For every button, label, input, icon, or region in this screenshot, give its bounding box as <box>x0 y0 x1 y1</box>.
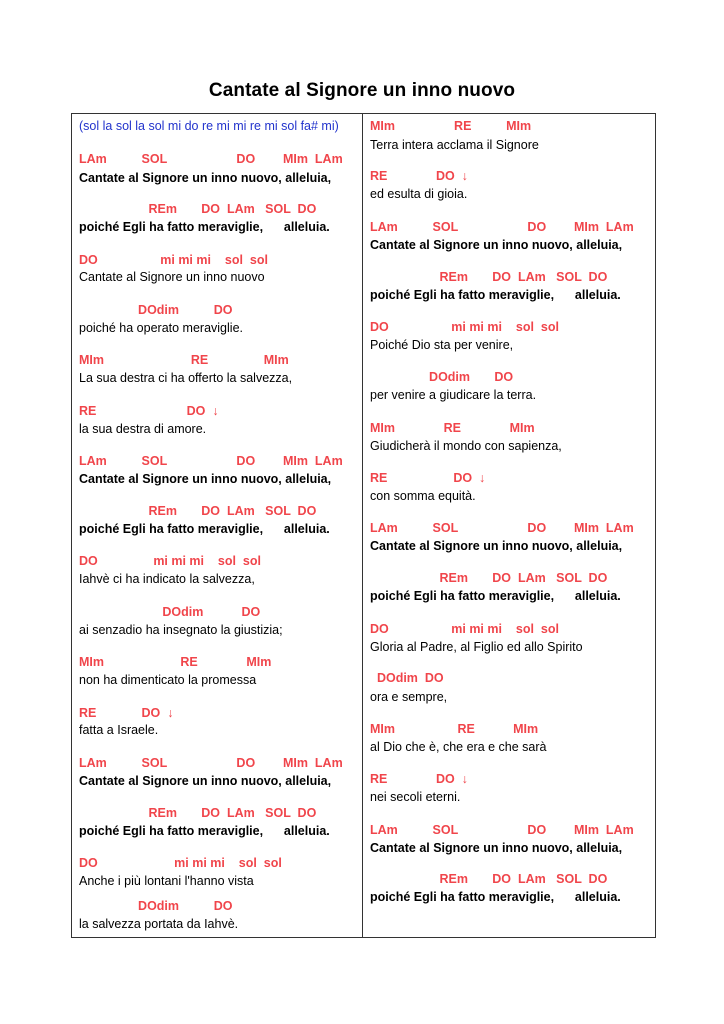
lyric-line: poiché Egli ha fatto meraviglie, alleluia. <box>370 890 621 904</box>
lyric-line: al Dio che è, che era e che sarà <box>370 740 547 754</box>
page-title: Cantate al Signore un inno nuovo <box>208 80 516 101</box>
chord-line: LAm SOL DO MIm LAm <box>370 823 634 837</box>
lyric-line: la salvezza portata da Iahvè. <box>79 917 239 931</box>
chord-line: LAm SOL DO MIm LAm <box>370 521 634 535</box>
chord-line: MIm RE MIm <box>370 421 535 435</box>
lyric-line: La sua destra ci ha offerto la salvezza, <box>79 371 293 385</box>
lyric-line: poiché ha operato meraviglie. <box>79 321 243 335</box>
chord-line: MIm RE MIm <box>370 119 532 133</box>
lyric-line: Anche i più lontani l'hanno vista <box>79 874 254 888</box>
lyric-line: Cantate al Signore un inno nuovo <box>79 270 265 284</box>
chord-line: DOdim DO <box>79 899 233 913</box>
chord-line: RE DO ↓ <box>79 706 174 720</box>
lyric-line: Gloria al Padre, al Figlio ed allo Spirito <box>370 640 583 654</box>
chord-line: DOdim DO <box>370 370 514 384</box>
chord-line: LAm SOL DO MIm LAm <box>79 152 343 166</box>
lyric-line: Terra intera acclama il Signore <box>370 138 539 152</box>
lyric-line: Giudicherà il mondo con sapienza, <box>370 439 562 453</box>
chord-line: RE DO ↓ <box>79 404 219 418</box>
chord-line: RE DO ↓ <box>370 169 468 183</box>
chord-line: DO mi mi mi sol sol <box>79 554 261 568</box>
chord-line: DO mi mi mi sol sol <box>79 253 268 267</box>
chord-line: DO mi mi mi sol sol <box>370 320 559 334</box>
lyric-line: Cantate al Signore un inno nuovo, alleluia, <box>370 841 623 855</box>
lyric-line: la sua destra di amore. <box>79 422 207 436</box>
chord-line: MIm RE MIm <box>79 655 272 669</box>
chord-line: RE DO ↓ <box>370 772 468 786</box>
lyric-line: Iahvè ci ha indicato la salvezza, <box>79 572 255 586</box>
chord-line: DOdim DO <box>79 303 233 317</box>
lyric-line: nei secoli eterni. <box>370 790 461 804</box>
chord-line: REm DO LAm SOL DO <box>79 504 317 518</box>
lyric-line: Cantate al Signore un inno nuovo, alleluia, <box>79 171 332 185</box>
lyric-line: Cantate al Signore un inno nuovo, alleluia, <box>370 238 623 252</box>
chord-line: REm DO LAm SOL DO <box>370 571 608 585</box>
lyric-line: poiché Egli ha fatto meraviglie, alleluia. <box>370 288 621 302</box>
chord-line: RE DO ↓ <box>370 471 486 485</box>
chord-line: DOdim DO <box>79 605 261 619</box>
lyric-line: Poiché Dio sta per venire, <box>370 338 514 352</box>
chord-line: MIm RE MIm <box>79 353 289 367</box>
lyric-line: Cantate al Signore un inno nuovo, alleluia, <box>79 472 332 486</box>
lyric-line: ed esulta di gioia. <box>370 187 468 201</box>
lyric-line: ai senzadio ha insegnato la giustizia; <box>79 623 283 637</box>
lyric-line: poiché Egli ha fatto meraviglie, alleluia. <box>370 589 621 603</box>
lyric-line: per venire a giudicare la terra. <box>370 388 537 402</box>
chord-line: DO mi mi mi sol sol <box>370 622 559 636</box>
chord-line: REm DO LAm SOL DO <box>370 872 608 886</box>
lyric-line: con somma equità. <box>370 489 476 503</box>
chord-line: DOdim DO <box>370 671 444 685</box>
chord-line: LAm SOL DO MIm LAm <box>79 756 343 770</box>
lyric-line: Cantate al Signore un inno nuovo, alleluia, <box>370 539 623 553</box>
chord-line: LAm SOL DO MIm LAm <box>370 220 634 234</box>
chord-line: REm DO LAm SOL DO <box>370 270 608 284</box>
chord-line: LAm SOL DO MIm LAm <box>79 454 343 468</box>
chord-line: MIm RE MIm <box>370 722 539 736</box>
chord-line: REm DO LAm SOL DO <box>79 806 317 820</box>
intro-melody: (sol la sol la sol mi do re mi mi re mi sol fa# mi) <box>79 119 339 133</box>
lyric-line: poiché Egli ha fatto meraviglie, alleluia. <box>79 220 330 234</box>
lyric-line: fatta a Israele. <box>79 723 159 737</box>
lyric-line: non ha dimenticato la promessa <box>79 673 257 687</box>
chord-line: REm DO LAm SOL DO <box>79 202 317 216</box>
lyric-line: poiché Egli ha fatto meraviglie, alleluia. <box>79 522 330 536</box>
lyric-line: poiché Egli ha fatto meraviglie, alleluia. <box>79 824 330 838</box>
chord-line: DO mi mi mi sol sol <box>79 856 282 870</box>
lyric-line: ora e sempre, <box>370 690 448 704</box>
lyric-line: Cantate al Signore un inno nuovo, alleluia, <box>79 774 332 788</box>
